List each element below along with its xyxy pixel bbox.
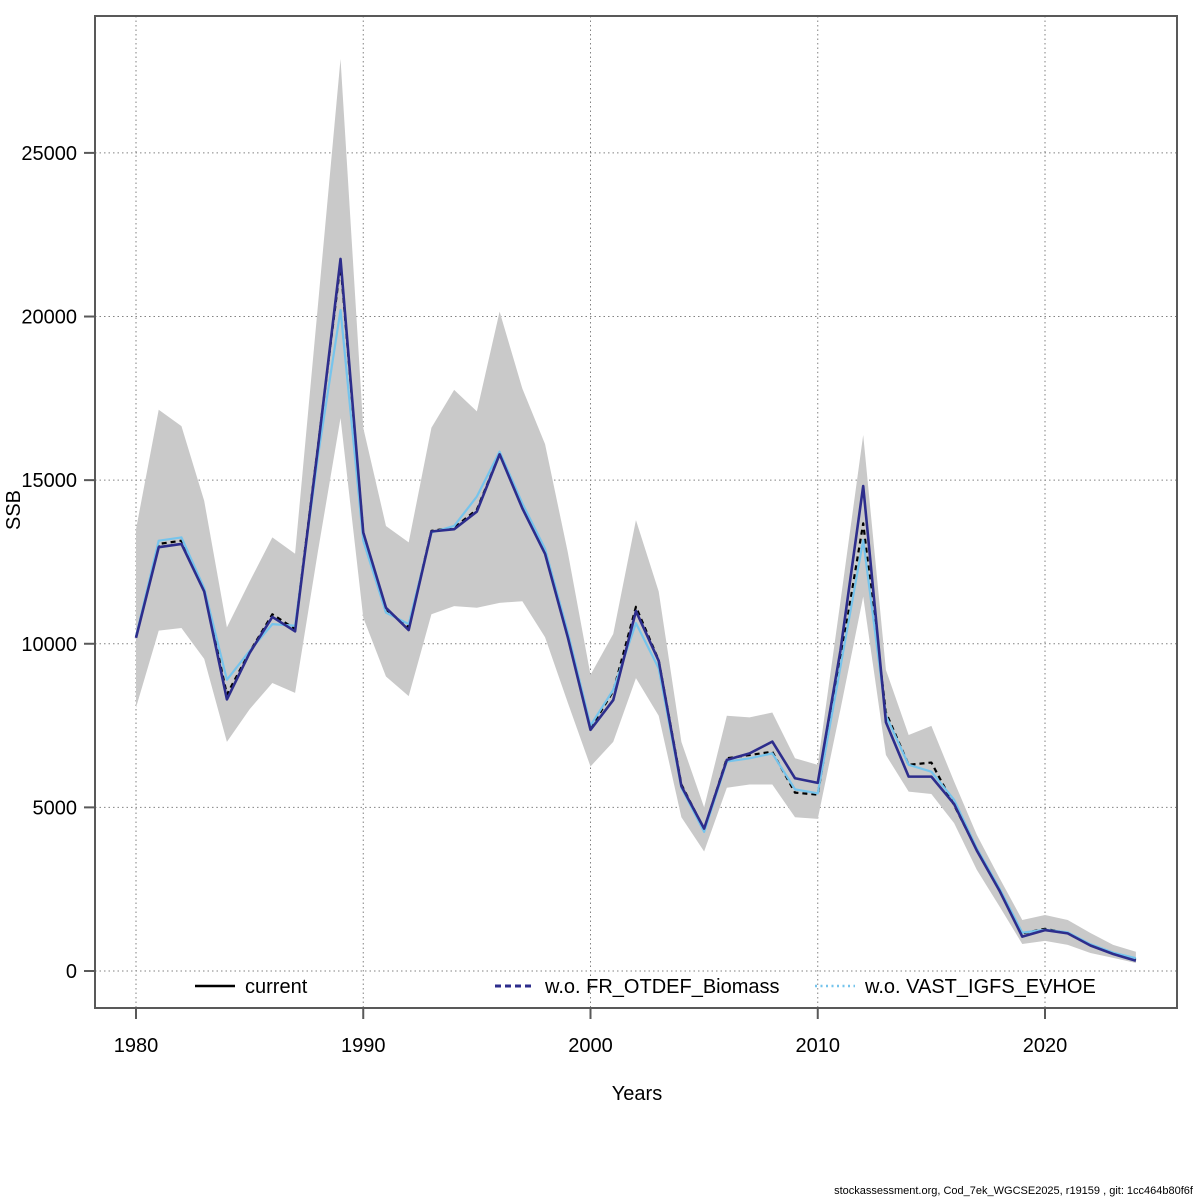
y-tick-label: 10000 — [21, 633, 77, 656]
x-tick-label: 1980 — [113, 1035, 159, 1057]
plot-border — [95, 16, 1177, 1008]
y-axis-title: SSB — [3, 489, 25, 531]
legend-label-2: w.o. FR_OTDEF_Biomass — [545, 976, 780, 998]
confidence-band — [136, 59, 1136, 963]
legend — [195, 976, 1096, 998]
y-tick-label: 20000 — [21, 306, 77, 329]
gridlines — [95, 16, 1177, 1008]
y-tick-label: 0 — [65, 961, 77, 983]
y-tick-label: 25000 — [21, 142, 77, 165]
footer-attribution: stockassessment.org, Cod_7ek_WGCSE2025, r19159 , git: 1cc464b80f6f — [834, 1185, 1193, 1197]
current-confidence-interval — [136, 59, 1136, 963]
x-axis-title: Years — [611, 1083, 663, 1105]
y-tick-label: 15000 — [21, 470, 77, 493]
y-tick-label: 5000 — [32, 797, 77, 820]
legend-label-1: current — [245, 976, 308, 998]
x-tick-label: 2000 — [568, 1035, 613, 1057]
x-tick-label: 2020 — [1022, 1035, 1068, 1057]
x-tick-label: 2010 — [795, 1035, 840, 1057]
x-tick-label: 1990 — [341, 1035, 386, 1057]
legend-label-3: w.o. VAST_IGFS_EVHOE — [865, 976, 1096, 998]
